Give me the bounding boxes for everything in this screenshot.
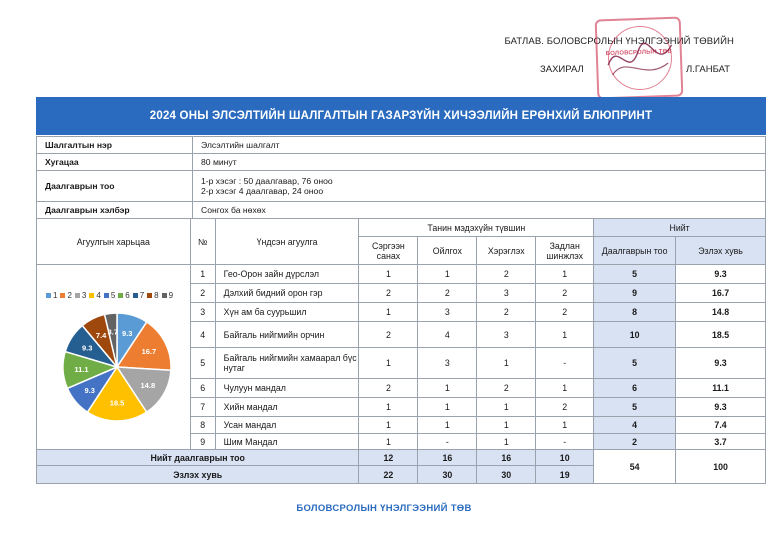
row-no: 8: [190, 417, 215, 434]
row-no: 5: [190, 348, 215, 379]
row-content: Шим Мандал: [215, 434, 359, 450]
grand-total-pct: 100: [676, 450, 766, 484]
task-count-label: Даалгаврын тоо: [37, 171, 193, 202]
row-apply: 3: [477, 322, 536, 348]
legend-swatch: [162, 293, 167, 298]
task-form-label: Даалгаврын хэлбэр: [37, 202, 193, 219]
row-task-count: 8: [594, 303, 676, 322]
approval-line: БАТЛАВ. БОЛОВСРОЛЫН ҮНЭЛГЭЭНИЙ ТӨВИЙН: [504, 36, 734, 47]
task-form-value: Сонгох ба нөхөх: [193, 202, 766, 219]
row-recall: 1: [359, 265, 418, 284]
legend-swatch: [89, 293, 94, 298]
director-label: ЗАХИРАЛ: [540, 64, 584, 75]
pie-data-label: 9.3: [84, 385, 95, 395]
legend-swatch: [75, 293, 80, 298]
exam-name-label: Шалгалтын нэр: [37, 137, 193, 154]
row-no: 9: [190, 434, 215, 450]
row-apply: 1: [477, 348, 536, 379]
row-apply: 3: [477, 284, 536, 303]
pie-data-label: 9.3: [122, 328, 133, 338]
row-analyze: 2: [536, 398, 594, 417]
table-row: [37, 265, 766, 284]
col-task-count-header: Даалгаврын тоо: [594, 237, 676, 265]
legend-label: 7: [139, 291, 145, 300]
row-score-pct: 18.5: [676, 322, 766, 348]
col-total-header: Нийт: [594, 219, 766, 237]
row-analyze: 1: [536, 417, 594, 434]
row-understand: 1: [418, 379, 477, 398]
exam-info-table: [36, 136, 766, 219]
legend-label: 5: [110, 291, 116, 300]
row-task-count: 10: [594, 322, 676, 348]
row-understand: 1: [418, 398, 477, 417]
row-content: Хийн мандал: [215, 398, 359, 417]
total-count-label: Нийт даалгаврын тоо: [37, 450, 359, 466]
col-scope-header: Агуулгын харьцаа: [37, 219, 191, 265]
row-analyze: 2: [536, 303, 594, 322]
col-apply-header: Хэрэглэх: [477, 237, 536, 265]
legend-swatch: [147, 293, 152, 298]
row-score-pct: 16.7: [676, 284, 766, 303]
row-understand: 1: [418, 417, 477, 434]
legend-label: 3: [81, 291, 87, 300]
row-content: Хүн ам ба суурьшил: [215, 303, 359, 322]
row-content: Байгаль нийгмийн орчин: [215, 322, 359, 348]
pie-svg: [51, 301, 183, 433]
task-count-value: [193, 171, 766, 202]
task-count-line1: 1-р хэсэг : 50 даалгавар, 76 оноо: [201, 176, 333, 186]
row-understand: 3: [418, 348, 477, 379]
row-apply: 2: [477, 379, 536, 398]
legend-swatch: [133, 293, 138, 298]
pie-data-label: 18.5: [109, 398, 125, 408]
exam-name-value: Элсэлтийн шалгалт: [193, 137, 766, 154]
legend-label: 2: [67, 291, 72, 300]
row-recall: 1: [359, 417, 418, 434]
row-content: Дэлхий бидний орон гэр: [215, 284, 359, 303]
row-score-pct: 9.3: [676, 398, 766, 417]
total-recall: 12: [359, 450, 418, 466]
total-apply: 16: [477, 450, 536, 466]
row-understand: 1: [418, 265, 477, 284]
row-score-pct: 14.8: [676, 303, 766, 322]
total-analyze: 10: [536, 450, 594, 466]
pie-data-label: 7.4: [95, 331, 107, 341]
row-task-count: 5: [594, 348, 676, 379]
signature-scribble: [603, 33, 677, 85]
pct-apply: 30: [477, 466, 536, 484]
footer-org-name: БОЛОВСРОЛЫН ҮНЭЛГЭЭНИЙ ТӨВ: [296, 503, 472, 514]
row-no: 1: [190, 265, 215, 284]
row-analyze: 2: [536, 284, 594, 303]
row-no: 7: [190, 398, 215, 417]
duration-label: Хугацаа: [37, 154, 193, 171]
row-analyze: 1: [536, 265, 594, 284]
row-task-count: 9: [594, 284, 676, 303]
row-task-count: 4: [594, 417, 676, 434]
legend-label: 9: [168, 291, 174, 300]
row-score-pct: 9.3: [676, 265, 766, 284]
row-apply: 1: [477, 398, 536, 417]
row-task-count: 5: [594, 398, 676, 417]
pie-data-label: 9.3: [82, 343, 93, 353]
row-understand: 2: [418, 284, 477, 303]
row-analyze: -: [536, 434, 594, 450]
legend-label: 4: [96, 291, 101, 300]
row-content: Чулуун мандал: [215, 379, 359, 398]
row-content: Байгаль нийгмийн хамаарал бүс нутаг: [215, 348, 359, 379]
score-pct-label: Эзлэх хувь: [37, 466, 359, 484]
row-analyze: 1: [536, 322, 594, 348]
director-name: Л.ГАНБАТ: [686, 64, 731, 75]
legend-swatch: [60, 293, 65, 298]
row-apply: 2: [477, 265, 536, 284]
legend-label: 6: [125, 291, 130, 300]
row-no: 4: [190, 322, 215, 348]
row-apply: 1: [477, 417, 536, 434]
pie-data-label: 3.7: [107, 327, 119, 337]
legend-label: 8: [154, 291, 159, 300]
pie-data-label: 14.8: [140, 380, 156, 390]
row-apply: 1: [477, 434, 536, 450]
legend-label: 1: [53, 291, 58, 300]
row-recall: 1: [359, 398, 418, 417]
row-content: Усан мандал: [215, 417, 359, 434]
row-no: 2: [190, 284, 215, 303]
row-recall: 1: [359, 303, 418, 322]
row-no: 3: [190, 303, 215, 322]
director-signature-line: [540, 64, 731, 75]
col-cognitive-header: Танин мэдэхүйн түвшин: [359, 219, 594, 237]
row-understand: 4: [418, 322, 477, 348]
official-stamp: [595, 17, 684, 100]
col-content-header: Үндсэн агуулга: [215, 219, 359, 265]
row-score-pct: 7.4: [676, 417, 766, 434]
row-score-pct: 9.3: [676, 348, 766, 379]
pct-understand: 30: [418, 466, 477, 484]
row-recall: 1: [359, 434, 418, 450]
stamp-text: БОЛОВСРОЛЫН ТӨВ: [605, 48, 673, 58]
pie-legend: [43, 291, 173, 300]
row-recall: 1: [359, 348, 418, 379]
row-task-count: 2: [594, 434, 676, 450]
legend-swatch: [118, 293, 123, 298]
row-score-pct: 3.7: [676, 434, 766, 450]
row-understand: 3: [418, 303, 477, 322]
col-analyze-header: Задлан шинжлэх: [536, 237, 594, 265]
row-analyze: -: [536, 348, 594, 379]
pct-analyze: 19: [536, 466, 594, 484]
row-apply: 2: [477, 303, 536, 322]
legend-swatch: [104, 293, 109, 298]
pie-chart-cell: [37, 265, 191, 450]
row-task-count: 6: [594, 379, 676, 398]
task-count-line2: 2-р хэсэг 4 даалгавар, 24 оноо: [201, 186, 324, 196]
col-score-pct-header: Эзлэх хувь: [676, 237, 766, 265]
col-no-header: №: [190, 219, 215, 265]
row-task-count: 5: [594, 265, 676, 284]
total-understand: 16: [418, 450, 477, 466]
blueprint-table: [36, 218, 766, 484]
row-analyze: 1: [536, 379, 594, 398]
pie-data-label: 11.1: [74, 365, 89, 375]
row-no: 6: [190, 379, 215, 398]
row-understand: -: [418, 434, 477, 450]
row-recall: 2: [359, 379, 418, 398]
page-title: 2024 ОНЫ ЭЛСЭЛТИЙН ШАЛГАЛТЫН ГАЗАРЗҮЙН ХИЧЭЭЛИЙН ЕРӨНХИЙ БЛЮПРИНТ: [36, 97, 766, 135]
pie-data-label: 16.7: [141, 347, 157, 357]
row-recall: 2: [359, 322, 418, 348]
pct-recall: 22: [359, 466, 418, 484]
row-content: Гео-Орон зайн дүрслэл: [215, 265, 359, 284]
col-understand-header: Ойлгох: [418, 237, 477, 265]
col-recall-header: Сэргээн санах: [359, 237, 418, 265]
duration-value: 80 минут: [193, 154, 766, 171]
legend-swatch: [46, 293, 51, 298]
row-recall: 2: [359, 284, 418, 303]
row-score-pct: 11.1: [676, 379, 766, 398]
grand-total-count: 54: [594, 450, 676, 484]
